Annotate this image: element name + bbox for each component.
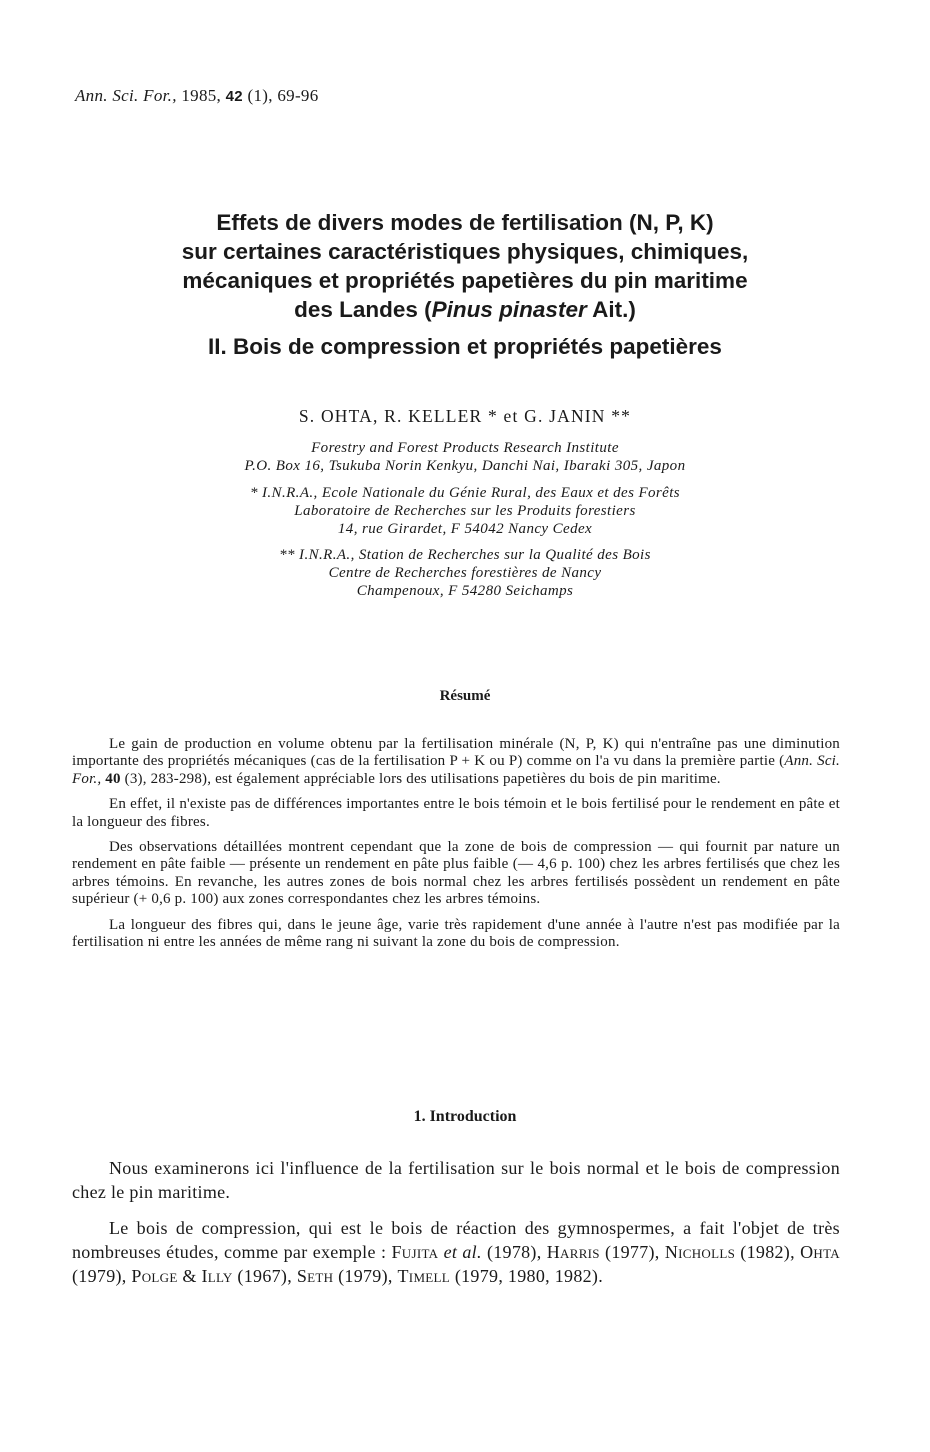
introduction-paragraph-1: Nous examinerons ici l'influence de la fertilisation sur le bois normal et le bois de compression chez le pin maritime. — [72, 1158, 840, 1202]
ref-author: Ohta — [800, 1242, 840, 1262]
affiliation-line: ** I.N.R.A., Station de Recherches sur la Qualité des Bois — [279, 547, 651, 563]
ref-year: (1978), — [481, 1242, 547, 1262]
affiliation-line: Laboratoire de Recherches sur les Produits forestiers — [294, 503, 636, 519]
title-line-2: sur certaines caractéristiques physiques, chimiques, — [181, 239, 749, 264]
introduction-paragraph-2 — [72, 1216, 840, 1288]
introduction-heading: 1. Introduction — [413, 1108, 517, 1125]
article-title — [60, 208, 870, 324]
affiliation-line: * I.N.R.A., Ecole Nationale du Génie Rural, des Eaux et des Forêts — [249, 485, 681, 501]
abstract — [72, 736, 840, 959]
affiliation-line: 14, rue Girardet, F 54042 Nancy Cedex — [337, 521, 593, 537]
ref-author: Fujita — [391, 1242, 439, 1262]
abstract-text: (3), 283-298), est également appréciable lors des utilisations papetières du bois de pin maritime. — [120, 770, 721, 787]
ref-author: Seth — [296, 1266, 334, 1286]
ref-year: (1967), — [232, 1266, 297, 1286]
ref-year: (1979), — [72, 1266, 132, 1286]
affiliation-line: Centre de Recherches forestières de Nancy — [328, 565, 602, 581]
citation-issue-pages: (1), 69-96 — [247, 86, 319, 105]
title-line-3: mécaniques et propriétés papetières du pin maritime — [182, 268, 748, 293]
ref-year: (1982), — [735, 1242, 801, 1262]
journal-citation — [75, 86, 319, 106]
ref-author: Polge & Illy — [131, 1266, 233, 1286]
cited-volume: 40 — [105, 770, 121, 787]
affiliation-line: Forestry and Forest Products Research Institute — [311, 440, 619, 456]
ref-author: Nicholls — [664, 1242, 736, 1262]
affiliation-line: P.O. Box 16, Tsukuba Norin Kenkyu, Danchi Nai, Ibaraki 305, Japon — [244, 458, 686, 474]
ref-author: Harris — [546, 1242, 600, 1262]
journal-name: Ann. Sci. For., — [75, 86, 177, 105]
title-line-1: Effets de divers modes de fertilisation (N, P, K) — [216, 210, 714, 235]
ref-year: (1979), — [333, 1266, 398, 1286]
cited-journal: Ann. Sci. For., — [72, 753, 840, 787]
ref-year: (1979, 1980, 1982). — [450, 1266, 604, 1286]
title-line-4-pre: des Landes ( — [294, 297, 432, 322]
article-subtitle: II. Bois de compression et propriétés papetières — [208, 334, 722, 359]
abstract-paragraph-4: La longueur des fibres qui, dans le jeune âge, varie très rapidement d'une année à l'autre n'est pas modifiée par la fertilisation ni entre les années de même rang ni suivant la zone du bois de compression. — [72, 916, 840, 951]
introduction-body — [72, 1156, 840, 1300]
ref-year: (1977), — [599, 1242, 665, 1262]
citation-volume: 42 — [225, 88, 243, 105]
affiliation-line: Champenoux, F 54280 Seichamps — [356, 583, 574, 599]
affiliation-3 — [60, 546, 870, 600]
abstract-text: Le gain de production en volume obtenu par la fertilisation minérale (N, P, K) qui n'entraîne pas une diminution importante des propriétés mécaniques (cas de la fertilisation P + K ou P) comme on l'a vu dans la première partie ( — [72, 736, 840, 770]
title-line-4-post: Ait.) — [586, 297, 636, 322]
abstract-paragraph-2: En effet, il n'existe pas de différences importantes entre le bois témoin et le bois fertilisé pour le rendement en pâte et la longueur des fibres. — [72, 796, 840, 830]
affiliation-1 — [60, 439, 870, 475]
abstract-paragraph-1 — [72, 736, 840, 788]
abstract-paragraph-3: Des observations détaillées montrent cependant que la zone de bois de compression — qui fournit par nature un rendement en pâte faible — présente un rendement en pâte plus faible (— 4,6 p. 100) chez les arbres fertilisés que chez les arbres témoins. En revanche, les autres zones de bois normal chez les arbres fertilisés possèdent un rendement en pâte supérieur (+ 0,6 p. 100) aux zones correspondantes chez les arbres témoins. — [72, 839, 840, 908]
abstract-heading: Résumé — [439, 688, 491, 704]
intro-text: Le bois de compression, qui est le bois de réaction des gymnospermes, a fait l'objet de très nombreuses études, comme par exemple : — [72, 1218, 840, 1262]
affiliation-2 — [60, 484, 870, 538]
ref-author: Timell — [397, 1266, 451, 1286]
species-name: Pinus pinaster — [431, 297, 587, 322]
title-line-4 — [60, 295, 870, 324]
citation-year: 1985, — [181, 86, 222, 105]
ref-etal: et al. — [443, 1242, 482, 1262]
author-list: S. OHTA, R. KELLER * et G. JANIN ** — [298, 406, 632, 426]
